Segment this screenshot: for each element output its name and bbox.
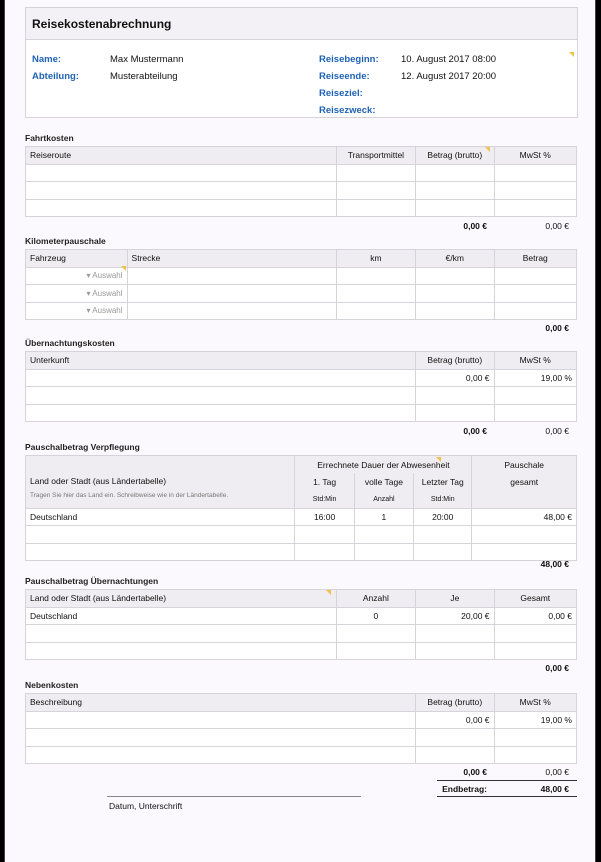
uebernachtung-total-vat: 0,00 €: [545, 426, 569, 436]
km-total: 0,00 €: [545, 323, 569, 333]
col-header: €/km: [416, 250, 494, 268]
cell[interactable]: [295, 543, 354, 561]
cell[interactable]: [26, 729, 416, 747]
verpflegung-total: 48,00 €: [540, 559, 569, 569]
cell[interactable]: [416, 267, 494, 285]
table-row: [26, 711, 577, 729]
amount-cell[interactable]: 0,00 €: [416, 369, 494, 387]
table-row: [26, 607, 577, 625]
cell[interactable]: [26, 526, 295, 544]
pauschale-header: Pauschale: [472, 456, 577, 474]
uebernachtung-table: [25, 351, 577, 422]
cell[interactable]: [354, 526, 413, 544]
cell[interactable]: [26, 182, 337, 200]
end-label: Reiseende:: [319, 71, 370, 82]
table-row: [26, 526, 577, 544]
amount-cell[interactable]: 0,00 €: [416, 711, 494, 729]
cell[interactable]: [26, 199, 337, 217]
cell[interactable]: [494, 182, 576, 200]
signature-label: Datum, Unterschrift: [109, 801, 183, 811]
section-title-pausch-uebernachtung: Pauschalbetrag Übernachtungen: [25, 576, 159, 586]
cell: [494, 625, 576, 643]
amount-cell: 48,00 €: [472, 508, 577, 526]
table-row: [26, 508, 577, 526]
nebenkosten-total-vat: 0,00 €: [545, 767, 569, 777]
sub-header: Std:Min: [414, 491, 472, 509]
land-header: [26, 456, 295, 509]
dest-label: Reiseziel:: [319, 88, 363, 99]
cell[interactable]: [494, 302, 576, 320]
nebenkosten-total: 0,00 €: [463, 767, 487, 777]
start-value[interactable]: 10. August 2017 08:00: [401, 54, 497, 65]
last-day-cell[interactable]: 20:00: [414, 508, 472, 526]
table-row: [26, 746, 577, 764]
col-header: Betrag (brutto): [416, 694, 494, 712]
cell[interactable]: [336, 625, 415, 643]
col-header: Land oder Stadt (aus Ländertabelle): [26, 590, 337, 608]
cell[interactable]: [26, 543, 295, 561]
table-row: [26, 182, 577, 200]
cell[interactable]: [494, 164, 576, 182]
title-bar: [25, 7, 578, 40]
col-header: MwSt %: [494, 352, 576, 370]
verpflegung-table: [25, 455, 577, 561]
comment-marker-icon: [326, 590, 331, 595]
first-day-cell[interactable]: 16:00: [295, 508, 354, 526]
col-header: Je: [416, 590, 494, 608]
name-label: Name:: [32, 54, 62, 65]
cell[interactable]: [26, 404, 416, 422]
cell[interactable]: [26, 711, 416, 729]
sub-header: Anzahl: [354, 491, 413, 509]
sum-cell: 0,00 €: [494, 607, 576, 625]
cell[interactable]: [336, 267, 415, 285]
vehicle-select[interactable]: ▾ Auswahl: [26, 302, 128, 320]
page-title: Reisekostenabrechnung: [32, 17, 172, 31]
pausch-uebernachtung-table: [25, 589, 577, 660]
col-header-full-days: volle Tage: [354, 473, 413, 491]
col-header: Gesamt: [494, 590, 576, 608]
sub-header: Std:Min: [295, 491, 354, 509]
cell[interactable]: [26, 642, 337, 660]
cell[interactable]: [416, 729, 494, 747]
cell[interactable]: [127, 285, 336, 303]
cell[interactable]: [336, 285, 415, 303]
col-header: Strecke: [127, 250, 336, 268]
cell: [416, 642, 494, 660]
cell: [494, 642, 576, 660]
table-row: [26, 387, 577, 405]
cell[interactable]: [26, 369, 416, 387]
purpose-label: Reisezweck:: [319, 105, 376, 116]
cell[interactable]: [26, 164, 337, 182]
cell[interactable]: [494, 387, 576, 405]
table-row: [26, 404, 577, 422]
gesamt-header: gesamt: [472, 473, 577, 491]
cell[interactable]: [494, 199, 576, 217]
cell[interactable]: [416, 164, 494, 182]
cell[interactable]: [354, 543, 413, 561]
cell[interactable]: [494, 285, 576, 303]
cell: [472, 543, 577, 561]
cell[interactable]: [494, 729, 576, 747]
table-row: [26, 369, 577, 387]
vehicle-select[interactable]: ▾ Auswahl: [26, 285, 128, 303]
sub-header-empty: [472, 491, 577, 509]
signature-line: [107, 796, 361, 811]
vat-cell[interactable]: 19,00 %: [494, 711, 576, 729]
table-row: [26, 543, 577, 561]
end-label: Endbetrag:: [442, 784, 487, 794]
cell[interactable]: [336, 642, 415, 660]
land-hint: Tragen Sie hier das Land ein. Schreibweise wie in der Ländertabelle.: [30, 492, 229, 499]
end-value[interactable]: 12. August 2017 20:00: [401, 71, 497, 82]
col-header: MwSt %: [494, 147, 576, 165]
report-page: [4, 0, 596, 862]
nebenkosten-table: [25, 693, 577, 764]
col-header: Beschreibung: [26, 694, 416, 712]
cell[interactable]: [26, 625, 337, 643]
count-cell[interactable]: 0: [336, 607, 415, 625]
cell[interactable]: [494, 404, 576, 422]
cell[interactable]: [416, 387, 494, 405]
cell[interactable]: [416, 302, 494, 320]
fahrtkosten-total: 0,00 €: [463, 221, 487, 231]
col-header: Betrag: [494, 250, 576, 268]
cell[interactable]: [416, 199, 494, 217]
col-header-last-day: Letzter Tag: [414, 473, 472, 491]
section-title-nebenkosten: Nebenkosten: [25, 680, 79, 690]
table-row: [26, 729, 577, 747]
section-title-km: Kilometerpauschale: [25, 236, 106, 246]
fahrtkosten-total-vat: 0,00 €: [545, 221, 569, 231]
cell[interactable]: [336, 164, 415, 182]
table-row: [26, 164, 577, 182]
comment-marker-icon: [121, 266, 126, 271]
cell[interactable]: [414, 526, 472, 544]
cell[interactable]: [494, 746, 576, 764]
land-cell[interactable]: Deutschland: [26, 508, 295, 526]
dept-label: Abteilung:: [32, 71, 79, 82]
table-row: [26, 642, 577, 660]
cell[interactable]: [127, 302, 336, 320]
table-row: [26, 267, 577, 285]
traveler-info: [25, 40, 578, 118]
section-title-verpflegung: Pauschalbetrag Verpflegung: [25, 442, 140, 452]
cell[interactable]: [26, 746, 416, 764]
col-header: km: [336, 250, 415, 268]
cell[interactable]: [416, 285, 494, 303]
col-header: Anzahl: [336, 590, 415, 608]
col-header: Fahrzeug: [26, 250, 128, 268]
land-header-text: Land oder Stadt (aus Ländertabelle): [30, 476, 167, 486]
full-days-cell[interactable]: 1: [354, 508, 413, 526]
comment-marker-icon: [569, 52, 574, 57]
cell[interactable]: [26, 387, 416, 405]
col-header: Reiseroute: [26, 147, 337, 165]
cell[interactable]: [336, 302, 415, 320]
each-cell: 20,00 €: [416, 607, 494, 625]
cell: [416, 625, 494, 643]
table-row: [26, 199, 577, 217]
land-cell[interactable]: Deutschland: [26, 607, 337, 625]
vehicle-select[interactable]: ▾ Auswahl: [26, 267, 128, 285]
cell[interactable]: [416, 746, 494, 764]
cell[interactable]: [416, 404, 494, 422]
cell[interactable]: [295, 526, 354, 544]
uebernachtung-total: 0,00 €: [463, 426, 487, 436]
col-header: Unterkunft: [26, 352, 416, 370]
dept-value[interactable]: Musterabteilung: [110, 71, 178, 82]
cell: [472, 526, 577, 544]
table-row: [26, 285, 577, 303]
cell[interactable]: [494, 267, 576, 285]
divider: [437, 796, 577, 797]
duration-header: Errechnete Dauer der Abwesenheit: [295, 456, 472, 474]
section-title-fahrtkosten: Fahrtkosten: [25, 133, 74, 143]
cell[interactable]: [336, 199, 415, 217]
name-value[interactable]: Max Mustermann: [110, 54, 184, 65]
comment-marker-icon: [436, 457, 441, 462]
fahrtkosten-table: [25, 146, 577, 217]
pausch-uebernachtung-total: 0,00 €: [545, 663, 569, 673]
section-title-uebernachtung: Übernachtungskosten: [25, 338, 115, 348]
cell[interactable]: [127, 267, 336, 285]
cell[interactable]: [336, 182, 415, 200]
divider: [437, 780, 577, 781]
start-label: Reisebeginn:: [319, 54, 379, 65]
col-header: MwSt %: [494, 694, 576, 712]
vat-cell[interactable]: 19,00 %: [494, 369, 576, 387]
col-header: Transportmittel: [336, 147, 415, 165]
col-header: Betrag (brutto): [416, 147, 494, 165]
cell[interactable]: [416, 182, 494, 200]
comment-marker-icon: [485, 147, 490, 152]
km-table: [25, 249, 577, 320]
end-value: 48,00 €: [540, 784, 569, 794]
table-row: [26, 302, 577, 320]
table-row: [26, 625, 577, 643]
col-header: Betrag (brutto): [416, 352, 494, 370]
col-header-first-day: 1. Tag: [295, 473, 354, 491]
cell[interactable]: [414, 543, 472, 561]
